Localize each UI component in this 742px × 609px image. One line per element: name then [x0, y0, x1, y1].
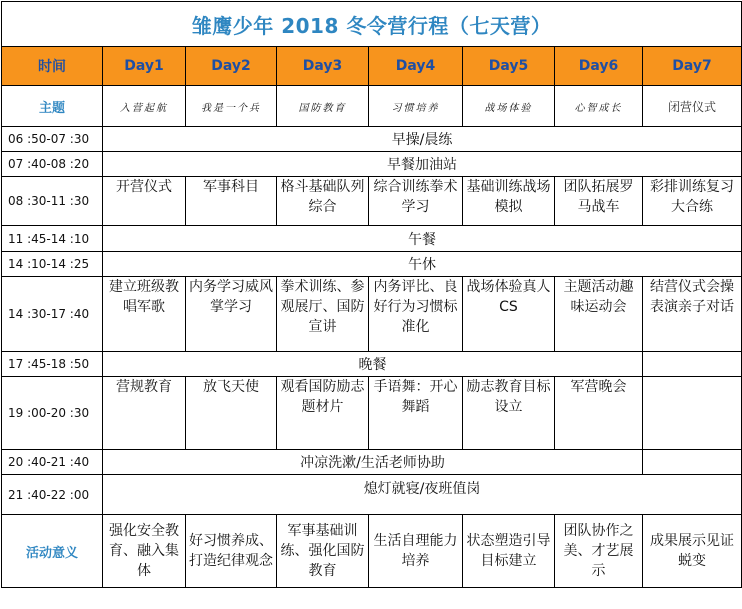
row-washing — [2, 450, 742, 475]
meaning-cell: 生活自理能力培养 — [369, 515, 463, 588]
activity-cell: 内务评比、良好行为习惯标准化 — [369, 277, 463, 352]
theme-day3: 国防教育 — [277, 86, 369, 127]
header-day1: Day1 — [103, 47, 186, 86]
activity-cell: 主题活动趣味运动会 — [555, 277, 643, 352]
activity-cell: 内务学习威风掌学习 — [186, 277, 277, 352]
page-title: 雏鹰少年 2018 冬令营行程（七天营） — [2, 2, 742, 47]
activity-cell: 团队拓展罗马战车 — [555, 177, 643, 226]
meaning-cell: 团队协作之美、才艺展示 — [555, 515, 643, 588]
activity-span: 午餐 — [103, 226, 742, 252]
theme-row — [2, 86, 742, 127]
time-cell: 14 :10-14 :25 — [2, 252, 103, 277]
activity-cell: 格斗基础队列综合 — [277, 177, 369, 226]
time-cell: 17 :45-18 :50 — [2, 352, 103, 377]
activity-span: 冲凉洗漱/生活老师协助 — [103, 450, 643, 475]
activity-cell: 手语舞：开心舞蹈 — [369, 377, 463, 450]
activity-cell: 励志教育目标设立 — [463, 377, 555, 450]
schedule-sheet — [1, 1, 741, 607]
time-cell: 21 :40-22 :00 — [2, 475, 103, 515]
activity-cell: 营规教育 — [103, 377, 186, 450]
meaning-cell: 好习惯养成、打造纪律观念 — [186, 515, 277, 588]
theme-day2: 我是一个兵 — [186, 86, 277, 127]
activity-cell: 观看国防励志题材片 — [277, 377, 369, 450]
activity-cell: 拳术训练、参观展厅、国防宣讲 — [277, 277, 369, 352]
row-lunch — [2, 226, 742, 252]
theme-day6: 心智成长 — [555, 86, 643, 127]
time-cell: 07 :40-08 :20 — [2, 152, 103, 177]
empty-cell — [643, 450, 742, 475]
row-dinner — [2, 352, 742, 377]
header-time: 时间 — [2, 47, 103, 86]
header-day7: Day7 — [643, 47, 742, 86]
activity-span: 早操/晨练 — [103, 127, 742, 152]
row-morning-exercise — [2, 127, 742, 152]
row-nap — [2, 252, 742, 277]
activity-span: 熄灯就寝/夜班值岗 — [103, 475, 742, 515]
schedule-table — [1, 1, 742, 588]
theme-day5: 战场体验 — [463, 86, 555, 127]
header-row — [2, 47, 742, 86]
header-day5: Day5 — [463, 47, 555, 86]
row-afternoon-session — [2, 277, 742, 352]
row-lights-out — [2, 475, 742, 515]
row-evening-session — [2, 377, 742, 450]
time-cell: 06 :50-07 :30 — [2, 127, 103, 152]
time-cell: 14 :30-17 :40 — [2, 277, 103, 352]
meaning-cell: 成果展示见证蜕变 — [643, 515, 742, 588]
activity-cell: 综合训练拳术学习 — [369, 177, 463, 226]
time-cell: 11 :45-14 :10 — [2, 226, 103, 252]
empty-cell — [643, 352, 742, 377]
row-morning-session — [2, 177, 742, 226]
header-day3: Day3 — [277, 47, 369, 86]
activity-cell: 建立班级教唱军歌 — [103, 277, 186, 352]
meaning-cell: 强化安全教育、融入集体 — [103, 515, 186, 588]
activity-cell: 彩排训练复习大合练 — [643, 177, 742, 226]
meaning-label: 活动意义 — [2, 515, 103, 588]
empty-cell — [643, 377, 742, 450]
theme-day4: 习惯培养 — [369, 86, 463, 127]
activity-cell: 军事科目 — [186, 177, 277, 226]
activity-cell: 战场体验真人 CS — [463, 277, 555, 352]
meaning-row — [2, 515, 742, 588]
activity-span: 午休 — [103, 252, 742, 277]
time-cell: 20 :40-21 :40 — [2, 450, 103, 475]
theme-label: 主题 — [2, 86, 103, 127]
meaning-cell: 状态塑造引导目标建立 — [463, 515, 555, 588]
header-day2: Day2 — [186, 47, 277, 86]
header-day4: Day4 — [369, 47, 463, 86]
meaning-cell: 军事基础训练、强化国防教育 — [277, 515, 369, 588]
activity-cell: 基础训练战场模拟 — [463, 177, 555, 226]
time-cell: 08 :30-11 :30 — [2, 177, 103, 226]
activity-cell: 开营仪式 — [103, 177, 186, 226]
theme-day7: 闭营仪式 — [643, 86, 742, 127]
activity-span: 晚餐 — [103, 352, 643, 377]
theme-day1: 入营起航 — [103, 86, 186, 127]
activity-cell: 放飞天使 — [186, 377, 277, 450]
row-breakfast — [2, 152, 742, 177]
activity-span: 早餐加油站 — [103, 152, 742, 177]
activity-cell: 结营仪式会操表演亲子对话 — [643, 277, 742, 352]
time-cell: 19 :00-20 :30 — [2, 377, 103, 450]
header-day6: Day6 — [555, 47, 643, 86]
activity-cell: 军营晚会 — [555, 377, 643, 450]
